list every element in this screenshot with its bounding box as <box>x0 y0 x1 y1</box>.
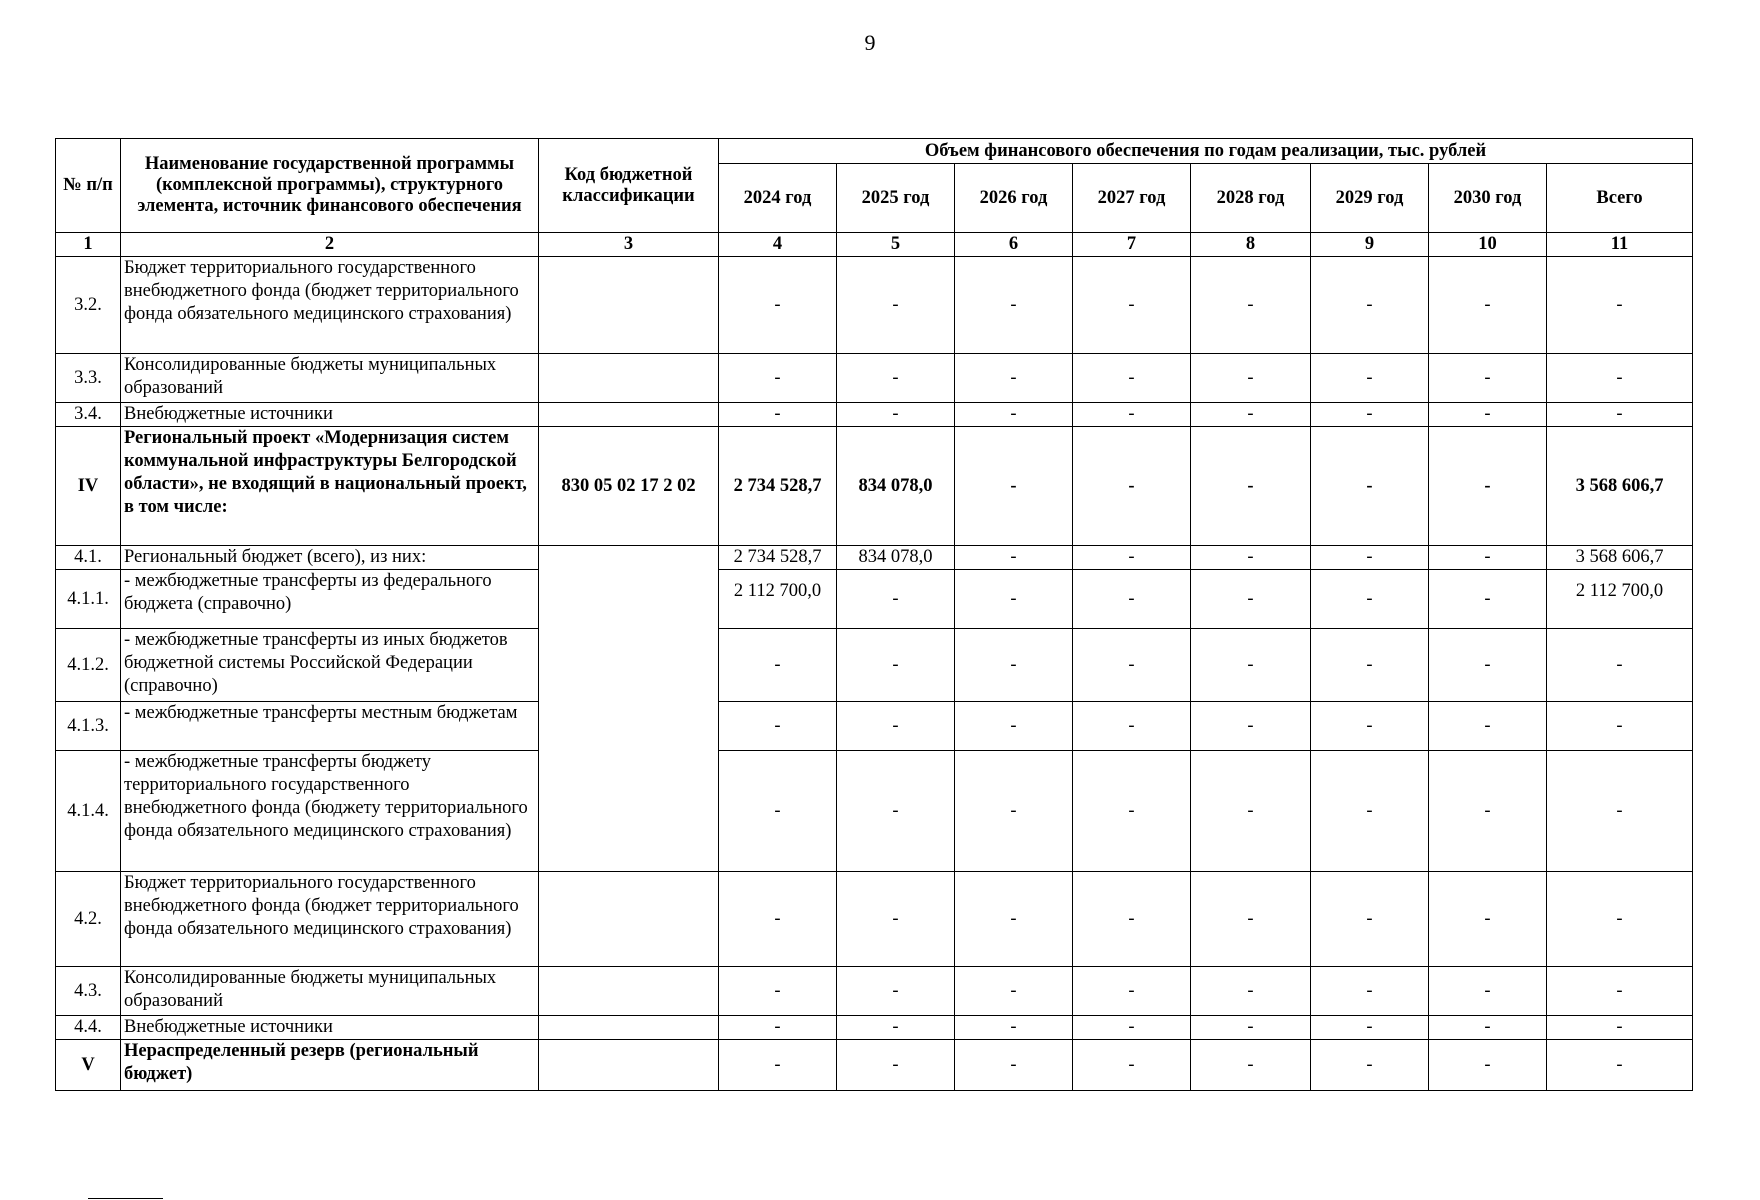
value-cell: - <box>955 967 1073 1016</box>
value-cell: - <box>1191 751 1311 872</box>
value-cell: - <box>1073 702 1191 751</box>
table-row <box>56 570 1693 629</box>
value-cell: - <box>1191 257 1311 354</box>
value-cell: - <box>1191 702 1311 751</box>
value-cell: - <box>1311 570 1429 629</box>
row-name: Внебюджетные источники <box>121 403 539 427</box>
table-row <box>56 1016 1693 1040</box>
value-cell: - <box>719 354 837 403</box>
value-cell: - <box>1311 546 1429 570</box>
value-cell: - <box>837 1040 955 1091</box>
row-name: Нераспределенный резерв (региональный бюджет) <box>121 1040 539 1091</box>
column-number: 4 <box>719 233 837 257</box>
value-cell: - <box>1191 1040 1311 1091</box>
column-number: 10 <box>1429 233 1547 257</box>
table-row <box>56 872 1693 967</box>
row-code <box>539 546 719 872</box>
value-cell: - <box>1429 751 1547 872</box>
total-cell: - <box>1547 751 1693 872</box>
budget-table <box>55 138 1693 1091</box>
value-cell: - <box>1429 354 1547 403</box>
column-number: 5 <box>837 233 955 257</box>
table-row <box>56 257 1693 354</box>
value-cell: - <box>1073 629 1191 702</box>
value-cell: - <box>1191 427 1311 546</box>
value-cell: - <box>1311 354 1429 403</box>
value-cell: - <box>955 1016 1073 1040</box>
column-number: 7 <box>1073 233 1191 257</box>
header-year: 2024 год <box>719 164 837 233</box>
value-cell: - <box>1311 1016 1429 1040</box>
total-cell: - <box>1547 967 1693 1016</box>
column-number: 2 <box>121 233 539 257</box>
value-cell: - <box>1311 702 1429 751</box>
value-cell: - <box>1073 546 1191 570</box>
value-cell: - <box>837 967 955 1016</box>
value-cell: - <box>1073 751 1191 872</box>
header-year: 2026 год <box>955 164 1073 233</box>
total-cell: - <box>1547 1016 1693 1040</box>
value-cell: - <box>719 702 837 751</box>
column-number: 6 <box>955 233 1073 257</box>
row-number: 4.1.1. <box>56 570 121 629</box>
table-row <box>56 629 1693 702</box>
row-name: Внебюджетные источники <box>121 1016 539 1040</box>
value-cell: - <box>1429 629 1547 702</box>
row-number: 4.1. <box>56 546 121 570</box>
total-cell: - <box>1547 702 1693 751</box>
row-number: 4.2. <box>56 872 121 967</box>
value-cell: - <box>719 751 837 872</box>
value-cell: - <box>1191 354 1311 403</box>
row-name: Консолидированные бюджеты муниципальных образований <box>121 967 539 1016</box>
column-numbers-row <box>56 233 1693 257</box>
value-cell: - <box>955 427 1073 546</box>
row-code: 830 05 02 17 2 02 <box>539 427 719 546</box>
value-cell: - <box>719 1040 837 1091</box>
header-year: 2029 год <box>1311 164 1429 233</box>
row-code <box>539 872 719 967</box>
value-cell: - <box>1073 967 1191 1016</box>
row-name: - межбюджетные трансферты местным бюджетам <box>121 702 539 751</box>
value-cell: - <box>955 702 1073 751</box>
value-cell: - <box>1073 427 1191 546</box>
value-cell: 834 078,0 <box>837 427 955 546</box>
header-name: Наименование государственной программы (комплексной программы), структурного элемента, источник финансового обеспечения <box>121 139 539 233</box>
row-number: 4.1.4. <box>56 751 121 872</box>
total-cell: - <box>1547 629 1693 702</box>
value-cell: - <box>1191 872 1311 967</box>
column-number: 1 <box>56 233 121 257</box>
total-cell: - <box>1547 257 1693 354</box>
row-code <box>539 967 719 1016</box>
column-number: 11 <box>1547 233 1693 257</box>
value-cell: - <box>1429 403 1547 427</box>
table-row <box>56 403 1693 427</box>
total-cell: - <box>1547 354 1693 403</box>
total-cell: 3 568 606,7 <box>1547 546 1693 570</box>
value-cell: - <box>1429 702 1547 751</box>
value-cell: - <box>1073 403 1191 427</box>
row-name: Консолидированные бюджеты муниципальных образований <box>121 354 539 403</box>
value-cell: - <box>719 872 837 967</box>
value-cell: - <box>837 629 955 702</box>
header-year: 2028 год <box>1191 164 1311 233</box>
value-cell: - <box>719 1016 837 1040</box>
row-code <box>539 1016 719 1040</box>
table-row <box>56 967 1693 1016</box>
header-code: Код бюджетной классификации <box>539 139 719 233</box>
header-year: 2030 год <box>1429 164 1547 233</box>
row-name: Бюджет территориального государственного внебюджетного фонда (бюджет территориального фонда обязательного медицинского страхования) <box>121 257 539 354</box>
row-name: Региональный проект «Модернизация систем коммунальной инфраструктуры Белгородской области», не входящий в национальный проект, в том числе: <box>121 427 539 546</box>
value-cell: - <box>1191 629 1311 702</box>
value-cell: - <box>1429 570 1547 629</box>
value-cell: - <box>955 546 1073 570</box>
value-cell: - <box>1429 427 1547 546</box>
value-cell: - <box>1311 1040 1429 1091</box>
value-cell: - <box>1429 967 1547 1016</box>
value-cell: - <box>1073 872 1191 967</box>
value-cell: - <box>837 1016 955 1040</box>
total-cell: 3 568 606,7 <box>1547 427 1693 546</box>
value-cell: - <box>837 751 955 872</box>
row-code <box>539 257 719 354</box>
value-cell: - <box>719 257 837 354</box>
row-code <box>539 1040 719 1091</box>
row-name: Бюджет территориального государственного внебюджетного фонда (бюджет территориального фонда обязательного медицинского страхования) <box>121 872 539 967</box>
value-cell: - <box>1429 1040 1547 1091</box>
value-cell: - <box>1073 257 1191 354</box>
footnote-divider <box>88 1198 163 1199</box>
value-cell: - <box>955 354 1073 403</box>
row-number: 4.1.3. <box>56 702 121 751</box>
value-cell: - <box>719 967 837 1016</box>
value-cell: - <box>955 872 1073 967</box>
row-number: 4.4. <box>56 1016 121 1040</box>
value-cell: - <box>837 257 955 354</box>
row-number: 4.3. <box>56 967 121 1016</box>
column-number: 9 <box>1311 233 1429 257</box>
value-cell: - <box>1429 872 1547 967</box>
value-cell: - <box>1311 751 1429 872</box>
value-cell: - <box>1311 257 1429 354</box>
value-cell: - <box>955 403 1073 427</box>
value-cell: - <box>719 629 837 702</box>
value-cell: - <box>837 354 955 403</box>
value-cell: - <box>1073 570 1191 629</box>
value-cell: - <box>955 570 1073 629</box>
total-cell: 2 112 700,0 <box>1547 570 1693 629</box>
total-cell: - <box>1547 872 1693 967</box>
header-year: 2025 год <box>837 164 955 233</box>
value-cell: - <box>1073 1040 1191 1091</box>
value-cell: - <box>1191 967 1311 1016</box>
row-number: 3.4. <box>56 403 121 427</box>
table-row <box>56 702 1693 751</box>
value-cell: - <box>719 403 837 427</box>
row-number: 3.3. <box>56 354 121 403</box>
value-cell: - <box>1311 872 1429 967</box>
row-name: - межбюджетные трансферты бюджету территориального государственного внебюджетного фонда (бюджету территориального фонда обязательного медицинского страхования) <box>121 751 539 872</box>
value-cell: 2 734 528,7 <box>719 427 837 546</box>
table-header <box>56 139 1693 233</box>
value-cell: - <box>837 403 955 427</box>
total-cell: - <box>1547 1040 1693 1091</box>
value-cell: - <box>1311 967 1429 1016</box>
value-cell: - <box>1311 629 1429 702</box>
value-cell: - <box>837 872 955 967</box>
header-total: Всего <box>1547 164 1693 233</box>
value-cell: - <box>955 1040 1073 1091</box>
header-year: 2027 год <box>1073 164 1191 233</box>
table-row-section <box>56 1040 1693 1091</box>
row-code <box>539 403 719 427</box>
table-row <box>56 751 1693 872</box>
value-cell: 2 112 700,0 <box>719 570 837 629</box>
value-cell: - <box>1191 403 1311 427</box>
row-number: 4.1.2. <box>56 629 121 702</box>
row-number: V <box>56 1040 121 1091</box>
value-cell: - <box>955 629 1073 702</box>
value-cell: - <box>955 257 1073 354</box>
header-volume: Объем финансового обеспечения по годам реализации, тыс. рублей <box>719 139 1693 164</box>
row-name: Региональный бюджет (всего), из них: <box>121 546 539 570</box>
value-cell: - <box>1191 1016 1311 1040</box>
table-row-section <box>56 427 1693 546</box>
value-cell: - <box>1311 427 1429 546</box>
value-cell: - <box>1073 354 1191 403</box>
total-cell: - <box>1547 403 1693 427</box>
value-cell: 2 734 528,7 <box>719 546 837 570</box>
row-name: - межбюджетные трансферты из иных бюджетов бюджетной системы Российской Федерации (справочно) <box>121 629 539 702</box>
column-number: 3 <box>539 233 719 257</box>
row-number: IV <box>56 427 121 546</box>
page-number: 9 <box>864 30 876 55</box>
table-row <box>56 354 1693 403</box>
value-cell: - <box>1311 403 1429 427</box>
value-cell: - <box>955 751 1073 872</box>
value-cell: - <box>1429 546 1547 570</box>
value-cell: - <box>1073 1016 1191 1040</box>
row-code <box>539 354 719 403</box>
value-cell: - <box>837 702 955 751</box>
value-cell: - <box>1429 257 1547 354</box>
row-name: - межбюджетные трансферты из федерального бюджета (справочно) <box>121 570 539 629</box>
value-cell: - <box>837 570 955 629</box>
value-cell: - <box>1191 570 1311 629</box>
row-number: 3.2. <box>56 257 121 354</box>
column-number: 8 <box>1191 233 1311 257</box>
value-cell: - <box>1191 546 1311 570</box>
value-cell: - <box>1429 1016 1547 1040</box>
header-no: № п/п <box>56 139 121 233</box>
value-cell: 834 078,0 <box>837 546 955 570</box>
table-row <box>56 546 1693 570</box>
